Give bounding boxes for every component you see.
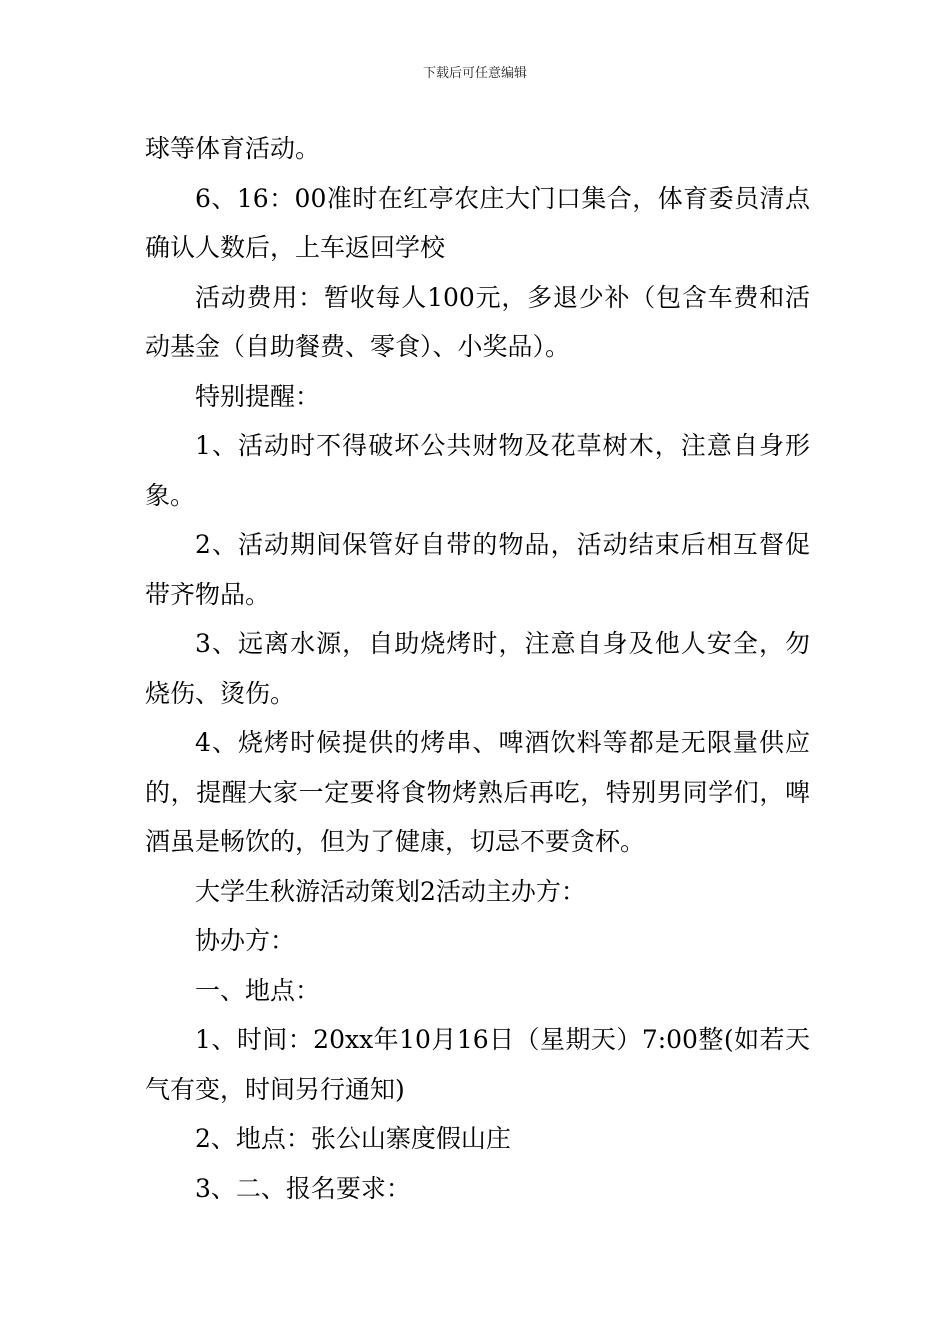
paragraph: 4、烧烤时候提供的烤串、啤酒饮料等都是无限量供应的，提醒大家一定要将食物烤熟后再吃，特别男同学们，啤酒虽是畅饮的，但为了健康，切忌不要贪杯。 xyxy=(145,728,810,856)
paragraph: 协办方： xyxy=(195,926,296,955)
page-header xyxy=(0,66,950,82)
paragraph: 2、地点：张公山寨度假山庄 xyxy=(195,1124,511,1153)
paragraph: 6、16：00准时在红亭农庄大门口集合，体育委员清点确认人数后，上车返回学校 xyxy=(145,183,810,262)
paragraph: 大学生秋游活动策划2活动主办方： xyxy=(195,876,586,906)
document-body xyxy=(145,124,810,1213)
paragraph: 2、活动期间保管好自带的物品，活动结束后相互督促带齐物品。 xyxy=(145,530,810,609)
paragraph: 3、远离水源，自助烧烤时，注意自身及他人安全，勿烧伤、烫伤。 xyxy=(145,629,810,708)
paragraph: 1、活动时不得破坏公共财物及花草树木，注意自身形象。 xyxy=(145,431,810,510)
paragraph: 球等体育活动。 xyxy=(145,134,321,163)
paragraph: 特别提醒： xyxy=(195,381,321,411)
paragraph: 3、二、报名要求： xyxy=(195,1173,411,1203)
paragraph: 一、地点： xyxy=(195,975,321,1005)
paragraph: 活动费用：暂收每人100元，多退少补（包含车费和活动基金（自助餐费、零食）、小奖品）。 xyxy=(145,282,810,361)
paragraph: 1、时间：20xx年10月16日（星期天）7:00整(如若天气有变，时间另行通知) xyxy=(145,1025,810,1104)
page-header-text: 下载后可任意编辑 xyxy=(422,66,527,81)
